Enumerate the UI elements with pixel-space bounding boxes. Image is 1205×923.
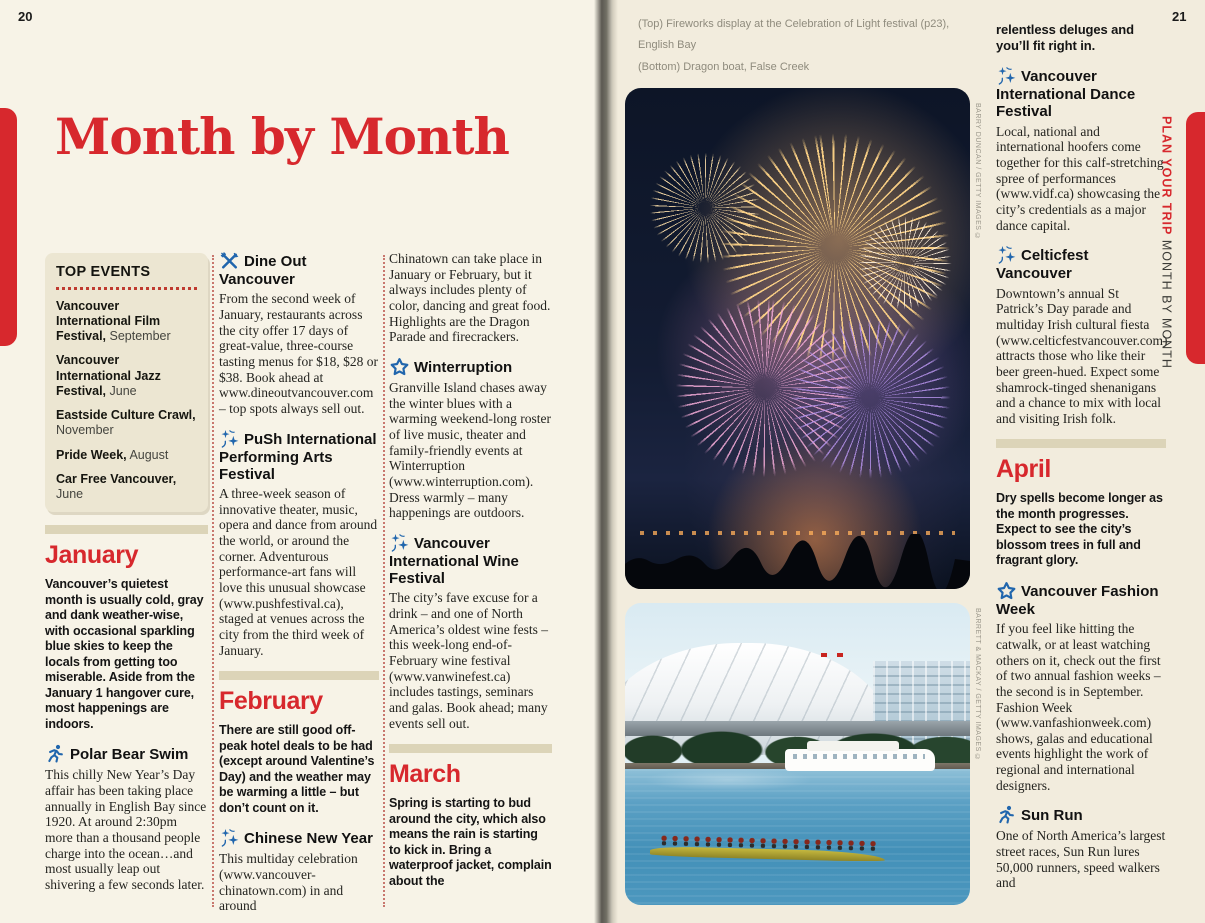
event-body: Local, national and international hoofers come together for this calf-stretching spree of performances (www.vidf.ca) showcasing the city’s credentials as a major dance capital. (996, 123, 1164, 233)
event-title-sun-run: Sun Run (996, 805, 1166, 825)
celebration-icon (389, 533, 410, 553)
month-heading-april: April (996, 455, 1051, 484)
white-boat (785, 749, 935, 771)
month-heading-january: January (45, 541, 139, 570)
event-title-wine-festival: Vancouver International Wine Festival (389, 534, 519, 588)
event-body: Granville Island chases away the winter blues with a warming weekend-long roster of live music, theater and family-friendly events at Winterruption (www.winterruption.com). Dress warmly – many happenings are outdoors. (389, 379, 551, 521)
runner-icon (996, 805, 1017, 825)
page-gutter (594, 0, 618, 923)
section-bar (45, 525, 208, 534)
column-divider (383, 255, 385, 907)
event-month: June (109, 383, 137, 398)
firework-burst (775, 303, 965, 493)
event-body: One of North America’s largest street races, Sun Run lures 50,000 runners, speed walkers and (996, 828, 1166, 891)
top-event-item (56, 353, 197, 399)
dragonboat-photo (625, 603, 970, 905)
plan-your-trip-tab-label (1160, 116, 1173, 516)
page-number-right: 21 (1172, 9, 1187, 24)
right-column (996, 22, 1166, 899)
section-bar (219, 671, 379, 680)
event-title-dine-out: Dine Out Vancouver (219, 253, 307, 288)
top-events-box (45, 253, 208, 512)
event-name: Vancouver International Jazz Festival, (56, 353, 161, 398)
dotted-rule (56, 287, 197, 290)
event-title-celticfest: Celticfest Vancouver (996, 247, 1089, 283)
event-title-push-festival: PuSh International Performing Arts Festival (219, 430, 377, 483)
photo-credit-top: BARRY DUNCAN / GETTY IMAGES © (974, 103, 981, 241)
column-three (389, 251, 552, 897)
event-body: This chilly New Year’s Day affair has been taking place annually in English Bay since 1920. At around 2:30pm more than a thousand people charge into the ocean…and most usually leap out shivering a few seconds later. (45, 767, 207, 892)
canada-flags (821, 653, 861, 665)
event-body: Downtown’s annual St Patrick’s Day parade and multiday Irish cultural fiesta (www.celticfestvancouver.com) attracts those who like their beer green-hued. Expect some shamrock-tinged shenanigans and a chance to mix with local and visiting Irish folk. (996, 285, 1168, 426)
top-events-heading: TOP EVENTS (56, 264, 151, 280)
event-body-continued: Chinatown can take place in January or February, but it always includes plenty of color, dancing and great food. Highlights are the Dragon Parade and firecrackers. (389, 251, 551, 345)
event-month: November (56, 423, 114, 438)
month-heading-february: February (219, 687, 323, 716)
march-intro-continued: relentless deluges and you’ll fit right in. (996, 22, 1134, 54)
event-name: Pride Week, (56, 447, 127, 462)
top-event-item (56, 408, 197, 439)
section-bar (389, 744, 552, 753)
event-body: From the second week of January, restaurants across the city offer 17 days of great-value, three-course tasting menus for $18, $28 or $38. Book ahead at www.dineoutvancouver.com – top spots always sell out. (219, 291, 378, 416)
top-event-item (56, 472, 197, 503)
star-icon (996, 581, 1017, 601)
top-event-item (56, 299, 197, 345)
caption-bottom: (Bottom) Dragon boat, False Creek (638, 60, 810, 73)
photo-caption (638, 14, 968, 78)
event-name: Vancouver International Film Festival, (56, 298, 161, 343)
april-intro: Dry spells become longer as the month progresses. Expect to see the city’s blossom trees in full and fragrant glory. (996, 491, 1163, 568)
event-title-winterruption: Winterruption (389, 357, 552, 377)
event-month: August (129, 447, 169, 462)
dining-icon (219, 251, 240, 271)
event-body: A three-week season of innovative theater, music, opera and dance from around the world, or around the corner. Adventurous performance-art fans will love this unusual showcase (www.pushfestival.ca), staged at venues across the city from the third week of January. (219, 486, 378, 658)
celebration-icon (996, 66, 1017, 86)
event-title-fashion-week: Vancouver Fashion Week (996, 582, 1159, 618)
caption-top: (Top) Fireworks display at the Celebration of Light festival (p23), English Bay (638, 18, 950, 52)
celebration-icon (996, 245, 1017, 265)
march-intro: Spring is starting to bud around the city, which also means the rain is starting to kick in. Bring a waterproof jacket, complain about the (389, 796, 552, 888)
column-divider (212, 255, 214, 907)
month-heading-march: March (389, 760, 461, 789)
event-month: June (56, 487, 84, 501)
event-body: If you feel like hitting the catwalk, or at least watching others on it, check out the first of two annual fashion weeks – the second is in September. Fashion Week (www.vanfashionweek.com) shows, galas and educational events highlight the work of regional and international designers. (996, 621, 1161, 793)
event-title-chinese-new-year: Chinese New Year (219, 828, 379, 848)
event-body: This multiday celebration (www.vancouver-chinatown.com) in and around (219, 851, 358, 914)
page-title: Month by Month (55, 107, 509, 166)
firework-burst (850, 208, 960, 318)
event-title-polar-bear-swim: Polar Bear Swim (45, 744, 208, 764)
event-title-dance-festival: Vancouver International Dance Festival (996, 68, 1136, 121)
star-icon (389, 357, 410, 377)
chapter-edge-tab (0, 108, 17, 346)
column-one (45, 253, 208, 901)
column-two (219, 251, 379, 922)
event-body: The city’s fave excuse for a drink – and one of North America’s oldest wine fests – this week-long end-of-February wine festival (www.vanwinefest.ca) includes tastings, seminars and galas. Book ahead; many events sell out. (389, 590, 548, 731)
page-number-left: 20 (18, 9, 33, 24)
celebration-icon (219, 828, 240, 848)
february-intro: There are still good off-peak hotel deals to be had (except around Valentine’s Day) and the weather may be warming a little – but don’t count on it. (219, 723, 375, 815)
tab-section-label: PLAN YOUR TRIP (1159, 116, 1174, 236)
section-bar (996, 439, 1166, 448)
photo-credit-bottom: BARRETT & MACKAY / GETTY IMAGES © (974, 608, 981, 762)
event-name: Car Free Vancouver, (56, 471, 177, 486)
chapter-edge-tab (1186, 112, 1205, 364)
fireworks-photo (625, 88, 970, 589)
crowd-silhouette (625, 534, 970, 589)
event-month: September (109, 329, 171, 343)
tab-chapter-label: MONTH BY MONTH (1159, 239, 1174, 369)
celebration-icon (219, 429, 240, 449)
top-event-item (56, 448, 197, 463)
event-name: Eastside Culture Crawl, (56, 408, 196, 422)
runner-icon (45, 744, 66, 764)
january-intro: Vancouver’s quietest month is usually cold, gray and dank weather-wise, with occasional sparkling blue skies to keep the locals from getting too miserable. Aside from the January 1 hangover cure, most happenings are indoors. (45, 577, 204, 731)
